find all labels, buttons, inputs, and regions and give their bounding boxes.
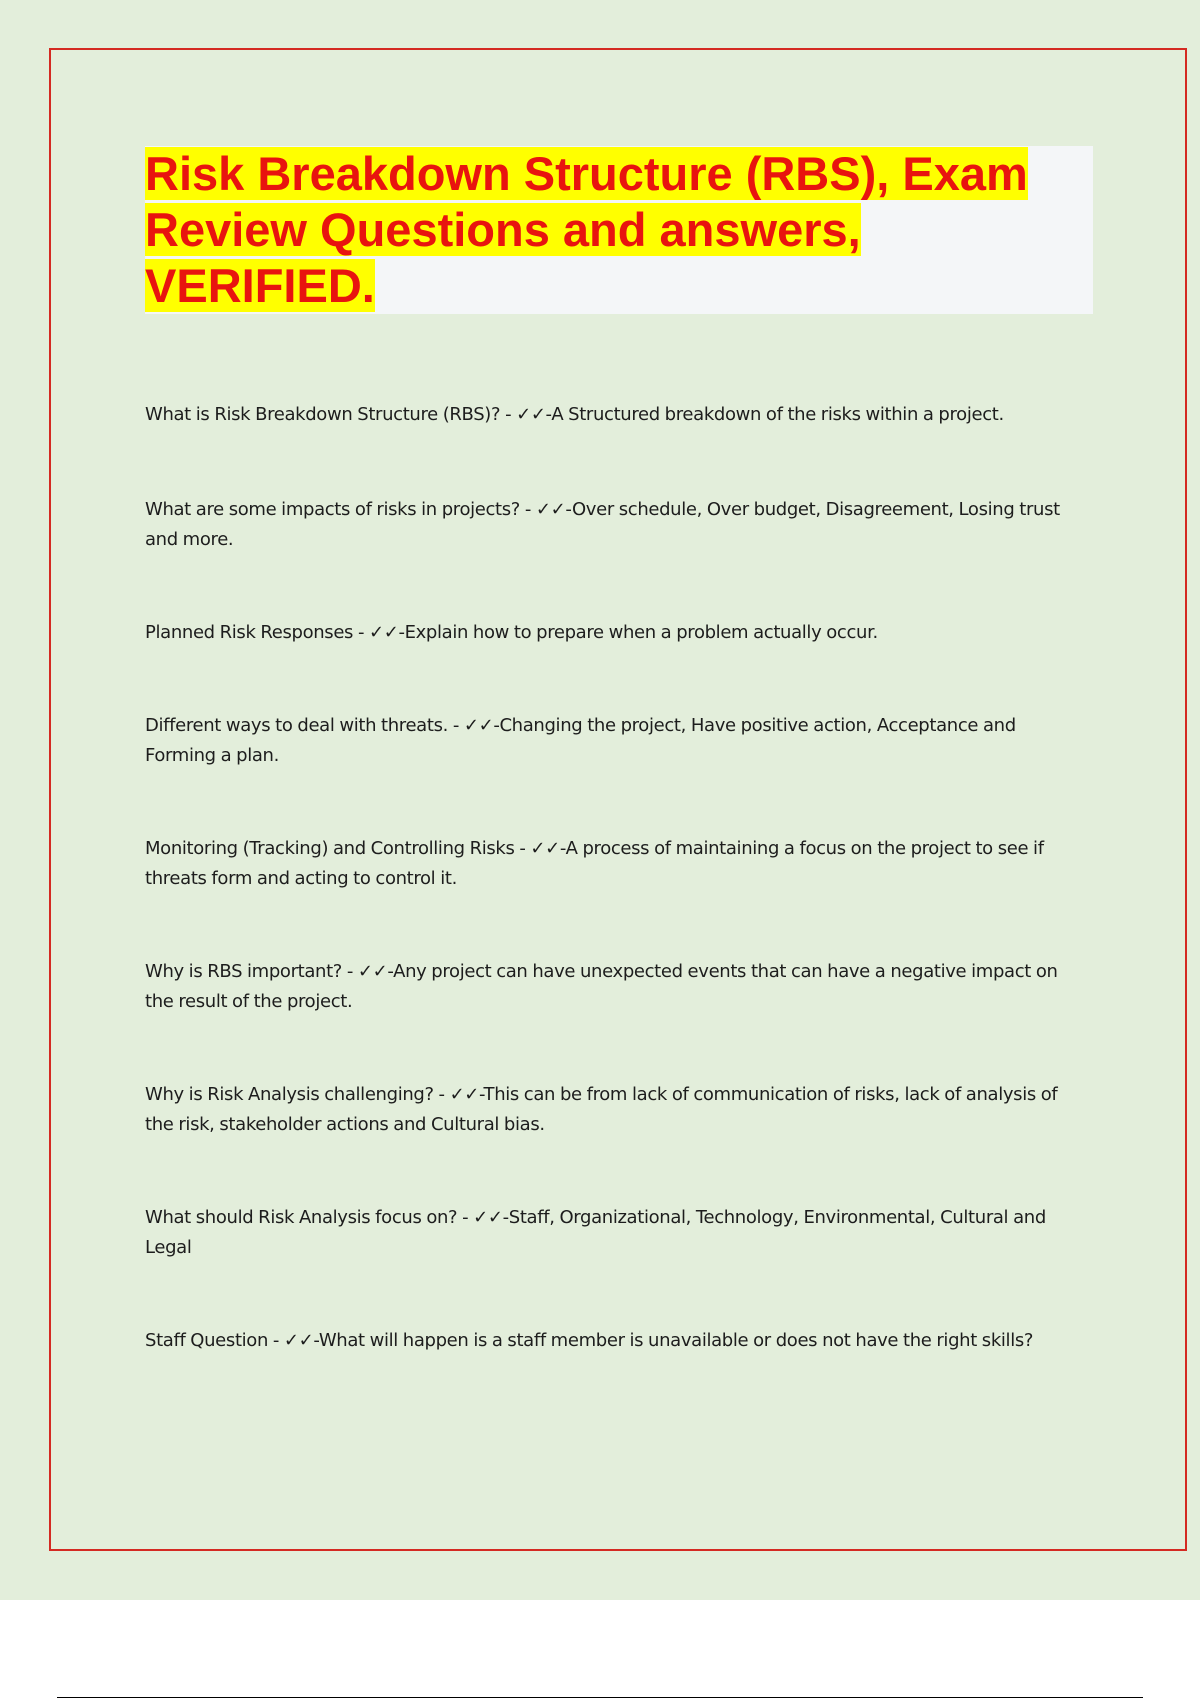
qa-question: Why is Risk Analysis challenging? bbox=[145, 1084, 434, 1105]
qa-question: Staff Question bbox=[145, 1330, 269, 1351]
qa-answer: Explain how to prepare when a problem actually occur. bbox=[404, 622, 878, 643]
check-icon: - ✓✓- bbox=[342, 961, 394, 982]
qa-question: What is Risk Breakdown Structure (RBS)? bbox=[145, 404, 501, 425]
qa-question: Planned Risk Responses bbox=[145, 622, 354, 643]
qa-item bbox=[145, 711, 1085, 771]
check-icon: - ✓✓- bbox=[500, 404, 552, 425]
qa-item bbox=[145, 1203, 1085, 1263]
qa-answer: A Structured breakdown of the risks within a project. bbox=[551, 404, 1004, 425]
qa-answer: Any project can have unexpected events that can have a negative impact on the result of the project. bbox=[145, 961, 1058, 1012]
qa-item bbox=[145, 495, 1085, 555]
qa-item bbox=[145, 400, 1085, 430]
qa-item bbox=[145, 957, 1085, 1017]
check-icon: - ✓✓- bbox=[457, 1207, 509, 1228]
footer-rule bbox=[57, 1697, 1143, 1698]
qa-question: Different ways to deal with threats. bbox=[145, 715, 448, 736]
check-icon: - ✓✓- bbox=[353, 622, 405, 643]
qa-item bbox=[145, 618, 1085, 648]
title-block bbox=[145, 146, 1093, 314]
check-icon: - ✓✓- bbox=[268, 1330, 319, 1351]
check-icon: - ✓✓- bbox=[433, 1084, 484, 1105]
qa-answer: Over schedule, Over budget, Disagreement, Losing trust and more. bbox=[145, 499, 1060, 550]
qa-item bbox=[145, 1326, 1085, 1356]
document-title bbox=[145, 146, 1093, 314]
qa-answer: What will happen is a staff member is unavailable or does not have the right skills? bbox=[318, 1330, 1034, 1351]
qa-question: Why is RBS important? bbox=[145, 961, 342, 982]
qa-answer: Staff, Organizational, Technology, Environmental, Cultural and Legal bbox=[145, 1207, 1046, 1258]
check-icon: - ✓✓- bbox=[447, 715, 500, 736]
document-title-text: Risk Breakdown Structure (RBS), Exam Review Questions and answers, VERIFIED. bbox=[145, 147, 1028, 312]
check-icon: - ✓✓- bbox=[519, 499, 572, 520]
qa-answer: A process of maintaining a focus on the project to see if threats form and acting to control it. bbox=[145, 838, 1044, 889]
qa-question: What should Risk Analysis focus on? bbox=[145, 1207, 458, 1228]
qa-answer: Changing the project, Have positive action, Acceptance and Forming a plan. bbox=[145, 715, 1016, 766]
qa-question: What are some impacts of risks in projects? bbox=[145, 499, 520, 520]
qa-item bbox=[145, 834, 1085, 894]
check-icon: - ✓✓- bbox=[514, 838, 566, 859]
qa-question: Monitoring (Tracking) and Controlling Risks bbox=[145, 838, 515, 859]
qa-item bbox=[145, 1080, 1085, 1140]
qa-answer: This can be from lack of communication of risks, lack of analysis of the risk, stakeholder actions and Cultural bias. bbox=[145, 1084, 1058, 1135]
